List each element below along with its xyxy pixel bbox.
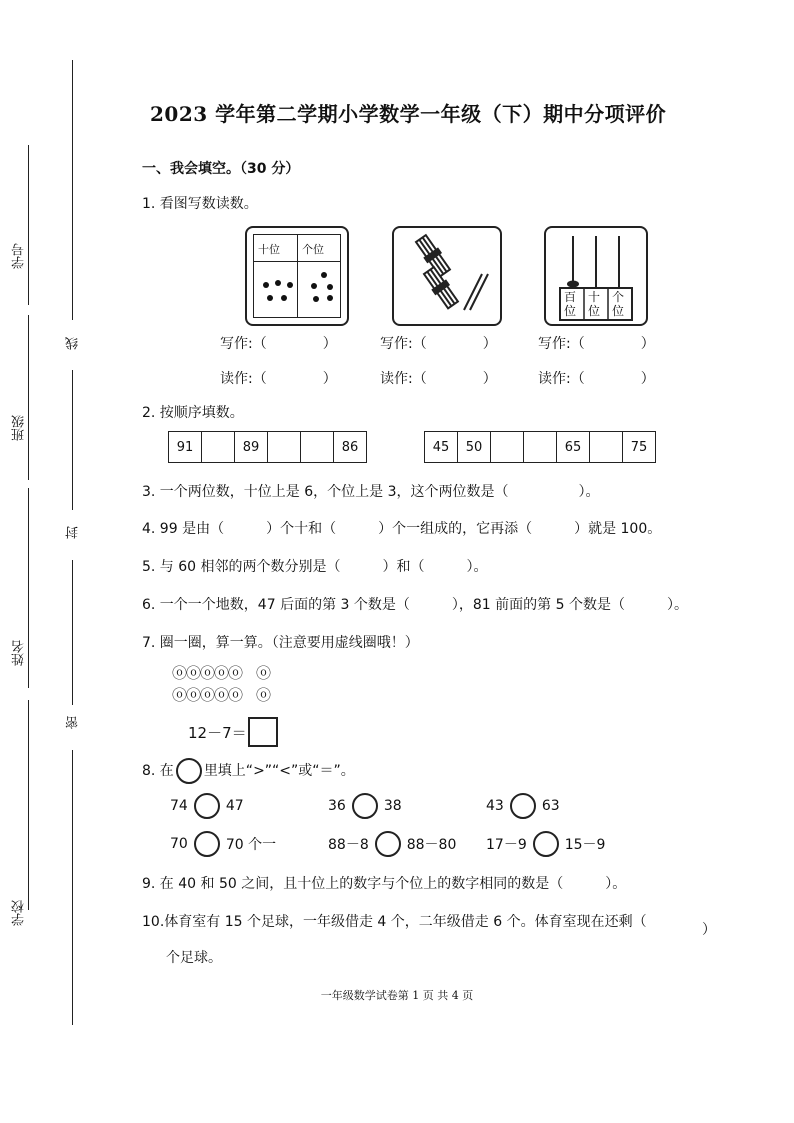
question-1: 1. 看图写数读数。 [142,196,258,212]
compare-circle[interactable] [533,831,559,857]
abacus-label-ones: 个 位 [612,290,625,318]
seal-line [72,750,73,1025]
compare-circle[interactable] [510,793,536,819]
compare-circle[interactable] [352,793,378,819]
page-footer: 一年级数学试卷第 1 页 共 4 页 [320,989,474,1002]
question-5: 5. 与 60 相邻的两个数分别是（ ）和（ ）。 [142,559,488,575]
seq1-cell: 91 [169,432,202,463]
label-name: 姓名 [12,640,27,666]
question-7: 7. 圈一圈，算一算。（注意要用虚线圈哦！） [142,635,419,651]
abacus-label-hundreds: 百 位 [564,290,577,318]
write-answer-1[interactable]: 写作:（ ） [220,336,337,352]
question-10-line1: 10.体育室有 15 个足球，一年级借走 4 个，二年级借走 6 个。体育室现在还剩（ [142,914,647,930]
compare-item [486,831,605,857]
seal-word-line: 线 [66,337,81,350]
question-3: 3. 一个两位数，十位上是 6，个位上是 3，这个两位数是（ ）。 [142,484,600,500]
abacus-picture [544,226,648,326]
seal-line [72,560,73,705]
seq1-cell: 89 [235,432,268,463]
compare-item [328,831,456,857]
seq2-cell[interactable] [590,432,623,463]
sequence-table-1 [168,431,367,463]
seq2-cell[interactable] [524,432,557,463]
section-heading: 一、我会填空。（30 分） [142,161,300,177]
compare-left: 88－8 [328,837,369,853]
compare-right: 15－9 [564,837,606,853]
compare-right: 63 [541,798,560,814]
page-title: 2023 学年第二学期小学数学一年级（下）期中分项评价 [150,102,667,126]
seq1-cell[interactable] [202,432,235,463]
tens-header: 十位 [258,243,280,256]
seal-word-dense: 密 [66,716,81,729]
compare-right: 70 个一 [225,837,277,853]
compare-left: 43 [486,798,504,814]
write-answer-3[interactable]: 写作:（ ） [538,336,655,352]
question-10-line2: 个足球。 [166,950,222,966]
q8-suffix: 里填上“>”“<”或“＝”。 [203,763,355,779]
seq1-cell: 86 [334,432,367,463]
compare-item [328,793,402,819]
read-answer-2[interactable]: 读作:（ ） [380,371,497,387]
write-answer-2[interactable]: 写作:（ ） [380,336,497,352]
seq2-cell: 45 [425,432,458,463]
question-9: 9. 在 40 和 50 之间，且十位上的数字与个位上的数字相同的数是（ ）。 [142,876,627,892]
q7-answer-box[interactable] [248,717,278,747]
tomato-row-2: ⓞⓞⓞⓞⓞ ⓞ [172,686,271,704]
compare-right: 88－80 [406,837,457,853]
seq1-cell[interactable] [268,432,301,463]
compare-left: 70 [170,836,188,852]
compare-left: 74 [170,798,188,814]
q7-equation: 12－7＝ [188,724,247,742]
binding-line-outer [28,145,29,305]
binding-line-outer [28,315,29,480]
question-8 [142,758,355,784]
seal-word-seal: 封 [66,526,81,539]
label-class: 班级 [12,415,27,441]
seal-line [72,370,73,510]
compare-circle[interactable] [194,831,220,857]
tomato-row-1: ⓞⓞⓞⓞⓞ ⓞ [172,664,271,682]
compare-item [170,793,244,819]
abacus-label-tens: 十 位 [588,290,601,318]
read-answer-3[interactable]: 读作:（ ） [538,371,655,387]
seq2-cell[interactable] [491,432,524,463]
compare-right: 47 [225,798,244,814]
label-student-id: 学号 [12,243,27,269]
question-2: 2. 按顺序填数。 [142,405,244,421]
compare-circle-icon [176,758,202,784]
dots-illustration [254,261,340,317]
seq2-cell: 75 [623,432,656,463]
read-answer-1[interactable]: 读作:（ ） [220,371,337,387]
place-value-table [245,226,349,326]
question-10-paren-close: ） [702,922,716,938]
sequence-table-2 [424,431,656,463]
stick-bundles-picture [392,226,502,326]
stick-bundle-icon [394,228,500,324]
compare-item [170,831,276,857]
compare-circle[interactable] [375,831,401,857]
ones-header: 个位 [302,243,324,256]
seal-line [72,60,73,320]
binding-line-outer [28,700,29,910]
compare-left: 36 [328,798,346,814]
compare-right: 38 [383,798,402,814]
seq2-cell: 50 [458,432,491,463]
compare-left: 17－9 [486,837,527,853]
label-school: 学校 [12,900,27,926]
question-4: 4. 99 是由（ ）个十和（ ）个一组成的，它再添（ ）就是 100。 [142,521,662,537]
seq2-cell: 65 [557,432,590,463]
seq1-cell[interactable] [301,432,334,463]
q8-prefix: 8. 在 [142,763,174,779]
compare-item [486,793,560,819]
compare-circle[interactable] [194,793,220,819]
question-6: 6. 一个一个地数，47 后面的第 3 个数是（ ），81 前面的第 5 个数是（ ）。 [142,597,688,613]
